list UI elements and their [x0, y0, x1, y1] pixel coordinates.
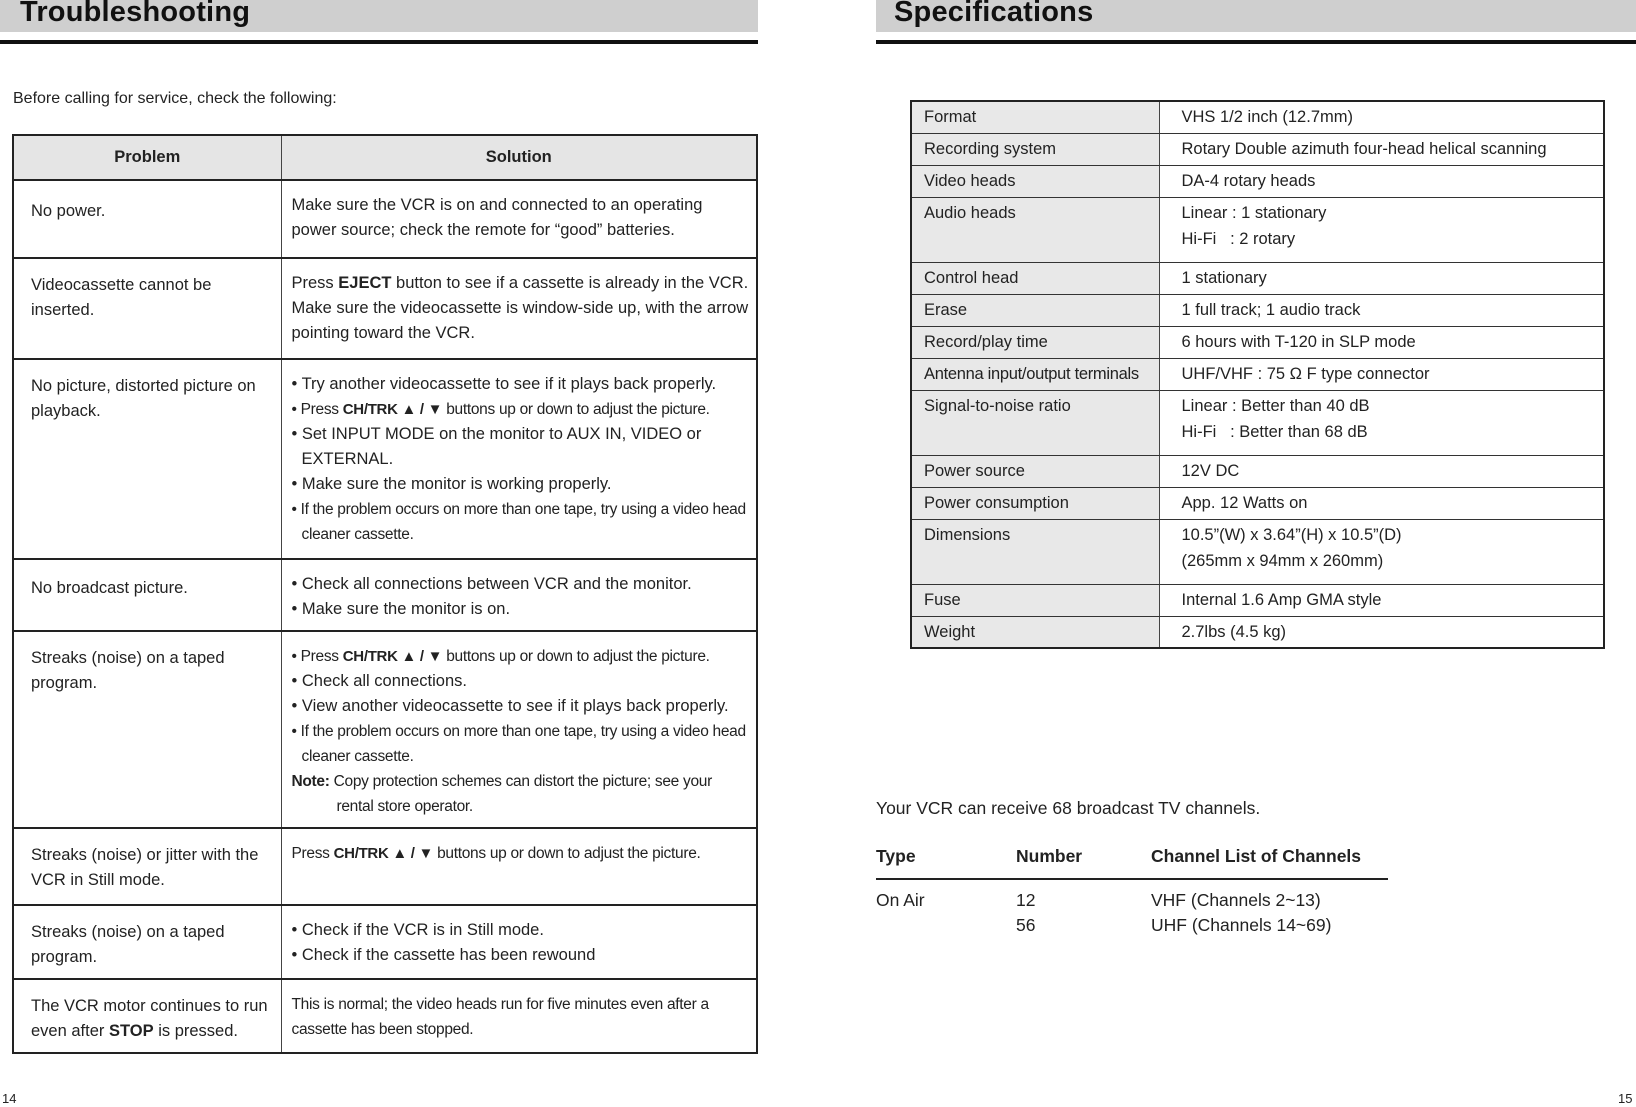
channel-table: [876, 846, 1388, 940]
problem-cell: Streaks (noise) on a taped program.: [13, 905, 281, 979]
problem-cell: No picture, distorted picture on playback.: [13, 359, 281, 559]
spec-label: Record/play time: [911, 326, 1159, 358]
spec-value-line: 6 hours with T-120 in SLP mode: [1181, 332, 1416, 351]
spec-value-line: Linear : Better than 40 dB: [1181, 396, 1370, 415]
problem-cell: [13, 979, 281, 1053]
spec-value-line: 2.7lbs (4.5 kg): [1181, 622, 1287, 641]
channel-row: [876, 890, 1388, 915]
spec-label: Power source: [911, 455, 1159, 487]
table-row: [911, 101, 1604, 133]
spec-value-line: 10.5”(W) x 3.64”(H) x 10.5”(D): [1181, 525, 1402, 544]
spec-label: Video heads: [911, 165, 1159, 197]
solution-text: Make sure the VCR is on and connected to an operating power source; check the remote for “good” batteries.: [291, 196, 703, 239]
problem-cell: Videocassette cannot be inserted.: [13, 258, 281, 359]
spec-value-line: (265mm x 94mm x 260mm): [1181, 551, 1384, 570]
problem-cell: Streaks (noise) on a taped program.: [13, 631, 281, 828]
table-row: [911, 487, 1604, 519]
problem-cell: No broadcast picture.: [13, 559, 281, 631]
solution-bullet: • Try another videocassette to see if it plays back properly.: [291, 375, 717, 393]
solution-cell: [281, 979, 757, 1053]
spec-value-line: Hi-Fi : 2 rotary: [1181, 229, 1296, 248]
spec-value: [1159, 487, 1604, 519]
solution-cell: [281, 180, 757, 258]
solution-note: [292, 769, 751, 819]
spec-label: Weight: [911, 616, 1159, 648]
solution-cell: [281, 905, 757, 979]
spec-label: Control head: [911, 262, 1159, 294]
spec-value-line: App. 12 Watts on: [1181, 493, 1308, 512]
channel-header-row: [876, 846, 1388, 880]
table-row: [13, 979, 757, 1053]
solution-bullet: • Set INPUT MODE on the monitor to AUX IN, VIDEO or EXTERNAL.: [291, 425, 702, 468]
ch-trk-keyword: CH/TRK ▲ / ▼: [333, 845, 434, 862]
page-number-left: 14: [2, 1091, 17, 1106]
solution-bullet: • Check if the cassette has been rewound: [291, 946, 596, 964]
solution-cell: [281, 631, 757, 828]
spec-value: [1159, 165, 1604, 197]
spec-value: [1159, 390, 1604, 455]
spec-value-line: 1 stationary: [1181, 268, 1267, 287]
table-row: [13, 828, 757, 905]
table-row: [911, 294, 1604, 326]
spec-label: Antenna input/output terminals: [911, 358, 1159, 390]
spec-label: Audio heads: [911, 197, 1159, 262]
bullet-text: Press: [291, 845, 334, 862]
channels-intro: Your VCR can receive 68 broadcast TV channels.: [876, 798, 1261, 818]
spec-value-line: Internal 1.6 Amp GMA style: [1181, 590, 1382, 609]
solution-bullet: • Check if the VCR is in Still mode.: [291, 921, 544, 939]
table-row: [13, 905, 757, 979]
table-row: [911, 390, 1604, 455]
problem-cell: No power.: [13, 180, 281, 258]
solution-cell: [281, 828, 757, 905]
channel-row: [876, 915, 1388, 940]
solution-cell: [281, 359, 757, 559]
channel-type: On Air: [876, 890, 925, 910]
solution-bullet: • Check all connections.: [291, 672, 467, 690]
solution-bullet: • View another videocassette to see if it plays back properly.: [291, 697, 729, 715]
spec-value: [1159, 197, 1604, 262]
solution-cell: [281, 559, 757, 631]
table-row: [13, 359, 757, 559]
solution-text: This is normal; the video heads run for five minutes even after a cassette has been stopped.: [291, 996, 709, 1038]
channel-number: 12: [1016, 890, 1036, 910]
ch-trk-keyword: CH/TRK ▲ / ▼: [342, 648, 443, 665]
table-row: [13, 631, 757, 828]
solution-text: [292, 845, 701, 862]
bullet-text: • Press: [291, 648, 343, 665]
spec-value-line: Hi-Fi : Better than 68 dB: [1181, 422, 1368, 441]
specifications-title: Specifications: [894, 0, 1094, 28]
spec-value-line: UHF/VHF : 75 Ω F type connector: [1181, 364, 1430, 383]
solution-cell: [281, 258, 757, 359]
problem-column-header: Problem: [13, 135, 281, 180]
table-row: [13, 559, 757, 631]
spec-value-line: Linear : 1 stationary: [1181, 203, 1327, 222]
spec-label: Recording system: [911, 133, 1159, 165]
channel-list: UHF (Channels 14~69): [1151, 915, 1332, 935]
spec-value: [1159, 584, 1604, 616]
troubleshooting-header-row: [13, 135, 757, 180]
spec-value: [1159, 133, 1604, 165]
table-row: [911, 197, 1604, 262]
spec-value: [1159, 616, 1604, 648]
table-row: [911, 616, 1604, 648]
troubleshooting-intro: Before calling for service, check the following:: [13, 90, 337, 107]
problem-cell: Streaks (noise) or jitter with the VCR in Still mode.: [13, 828, 281, 905]
problem-text: is pressed.: [153, 1022, 238, 1040]
channel-type: [876, 915, 1016, 940]
spec-value: [1159, 519, 1604, 584]
spec-value-line: VHS 1/2 inch (12.7mm): [1181, 108, 1353, 126]
table-row: [911, 133, 1604, 165]
table-row: [911, 519, 1604, 584]
specifications-page: [876, 0, 1636, 1107]
solution-bullet: [292, 644, 751, 669]
spec-value-line: 12V DC: [1181, 461, 1240, 480]
table-row: [13, 180, 757, 258]
solution-bullet: • Make sure the monitor is working properly.: [291, 475, 612, 493]
troubleshooting-table: [12, 134, 758, 1054]
spec-value: [1159, 455, 1604, 487]
specifications-header-rule: [876, 40, 1636, 44]
channel-number-header: Number: [1016, 846, 1083, 866]
channel-type-header: Type: [876, 846, 916, 866]
spec-value: [1159, 262, 1604, 294]
table-row: [911, 584, 1604, 616]
spec-label: Format: [911, 101, 1159, 133]
solution-text: Press: [291, 274, 339, 292]
ch-trk-keyword: CH/TRK ▲ / ▼: [342, 401, 443, 418]
spec-label: Signal-to-noise ratio: [911, 390, 1159, 455]
troubleshooting-page: [0, 0, 760, 1107]
spec-value-line: 1 full track; 1 audio track: [1181, 300, 1361, 319]
spec-value: [1159, 294, 1604, 326]
page-number-right: 15: [1618, 1091, 1633, 1106]
eject-keyword: EJECT: [338, 274, 392, 292]
table-row: [911, 455, 1604, 487]
solution-bullet: • Make sure the monitor is on.: [291, 600, 511, 618]
solution-column-header: Solution: [281, 135, 757, 180]
spec-value-line: Rotary Double azimuth four-head helical scanning: [1181, 139, 1547, 158]
bullet-text: buttons up or down to adjust the picture.: [433, 845, 701, 862]
spec-label: Erase: [911, 294, 1159, 326]
bullet-text: buttons up or down to adjust the picture.: [442, 648, 710, 665]
problem-text: The VCR motor continues to run even after: [31, 997, 268, 1040]
solution-bullet: • Check all connections between VCR and the monitor.: [291, 575, 692, 593]
solution-bullet: [292, 397, 751, 422]
troubleshooting-header-rule: [0, 40, 758, 44]
spec-value-line: DA-4 rotary heads: [1181, 171, 1316, 190]
spec-value: [1159, 358, 1604, 390]
solution-text: button to see if a cassette is already in the VCR. Make sure the videocassette is window-side up, with the arrow pointing toward the VCR.: [291, 274, 749, 342]
table-row: [13, 258, 757, 359]
stop-keyword: STOP: [108, 1022, 154, 1040]
troubleshooting-title: Troubleshooting: [20, 0, 251, 28]
channel-list-header: Channel List of Channels: [1151, 846, 1362, 866]
spec-label: Fuse: [911, 584, 1159, 616]
spec-value: [1159, 101, 1604, 133]
note-label: Note:: [291, 773, 330, 790]
table-row: [911, 262, 1604, 294]
spec-label: Dimensions: [911, 519, 1159, 584]
bullet-text: • Press: [291, 401, 343, 418]
specifications-table: [910, 100, 1605, 649]
channel-list: VHF (Channels 2~13): [1151, 890, 1321, 910]
solution-bullet: • If the problem occurs on more than one tape, try using a video head cleaner cassette.: [291, 723, 746, 765]
note-text: Copy protection schemes can distort the picture; see your rental store operator.: [329, 773, 712, 815]
solution-bullet: • If the problem occurs on more than one tape, try using a video head cleaner cassette.: [291, 501, 746, 543]
bullet-text: buttons up or down to adjust the picture.: [442, 401, 710, 418]
spec-label: Power consumption: [911, 487, 1159, 519]
channel-number: 56: [1016, 915, 1036, 935]
spec-value: [1159, 326, 1604, 358]
table-row: [911, 358, 1604, 390]
table-row: [911, 326, 1604, 358]
table-row: [911, 165, 1604, 197]
